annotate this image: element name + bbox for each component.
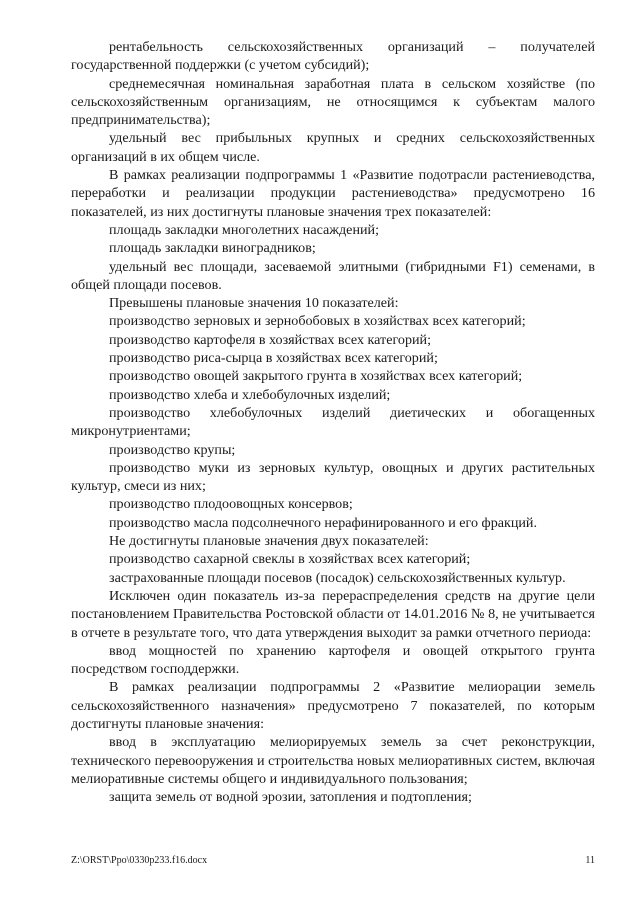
paragraph: удельный вес площади, засеваемой элитными (гибридными F1) семенами, в общей площади посевов. <box>71 258 595 293</box>
paragraph: производство муки из зерновых культур, овощных и других растительных культур, смеси из них; <box>71 459 595 495</box>
document-body <box>71 38 595 806</box>
paragraph: застрахованные площади посевов (посадок) сельскохозяйственных культур. <box>109 569 566 586</box>
paragraph: производство сахарной свеклы в хозяйствах всех категорий; <box>109 551 471 568</box>
paragraph: среднемесячная номинальная заработная плата в сельском хозяйстве (по сельскохозяйственным организациям, не относящимся к субъектам малого предпринимательства); <box>71 75 595 129</box>
paragraph: производство крупы; <box>109 441 236 458</box>
paragraph: производство риса-сырца в хозяйствах всех категорий; <box>109 350 438 367</box>
paragraph: производство овощей закрытого грунта в хозяйствах всех категорий; <box>109 368 523 385</box>
paragraph: площадь закладки виноградников; <box>109 240 316 257</box>
paragraph: защита земель от водной эрозии, затопления и подтопления; <box>109 789 472 806</box>
paragraph: ввод в эксплуатацию мелиорируемых земель за счет реконструкции, технического перевооружения и строительства новых мелиоративных систем, включая мелиоративные системы общего и индивидуального пользования; <box>71 734 595 787</box>
paragraph: рентабельность сельскохозяйственных организаций – получателей государственной поддержки (с учетом субсидий); <box>71 39 595 74</box>
paragraph: В рамках реализации подпрограммы 1 «Развитие подотрасли растениеводства, переработки и реализации продукции растениеводства» предусмотрено 16 показателей, из них достигнуты плановые значения трех показателей: <box>71 167 595 220</box>
page-number: 11 <box>585 855 595 866</box>
paragraph: производство зерновых и зернобобовых в хозяйствах всех категорий; <box>109 313 526 330</box>
paragraph: Не достигнуты плановые значения двух показателей: <box>109 533 429 550</box>
paragraph: производство хлебобулочных изделий диетических и обогащенных микронутриентами; <box>71 404 595 440</box>
paragraph: производство картофеля в хозяйствах всех категорий; <box>109 331 431 348</box>
paragraph: ввод мощностей по хранению картофеля и овощей открытого грунта посредством господдержки. <box>71 642 595 678</box>
paragraph: Превышены плановые значения 10 показателей: <box>109 295 399 312</box>
paragraph: В рамках реализации подпрограммы 2 «Развитие мелиорации земель сельскохозяйственного назначения» предусмотрено 7 показателей, по которым достигнуты плановые значения: <box>71 679 595 732</box>
paragraph: Исключен один показатель из-за перераспределения средств на другие цели постановлением Правительства Ростовской области от 14.01.2016 № 8, не учитывается в отчете в результате того, что дата утверждения выходит за рамки отчетного периода: <box>71 587 595 641</box>
paragraph: площадь закладки многолетних насаждений; <box>109 221 379 238</box>
paragraph: производство хлеба и хлебобулочных изделий; <box>109 386 391 403</box>
paragraph: производство плодоовощных консервов; <box>109 496 353 513</box>
paragraph: производство масла подсолнечного нерафинированного и его фракций. <box>109 514 537 531</box>
footer-file-path: Z:\ORST\Ppo\0330p233.f16.docx <box>71 855 208 866</box>
paragraph: удельный вес прибыльных крупных и средних сельскохозяйственных организаций в их общем числе. <box>71 130 595 165</box>
